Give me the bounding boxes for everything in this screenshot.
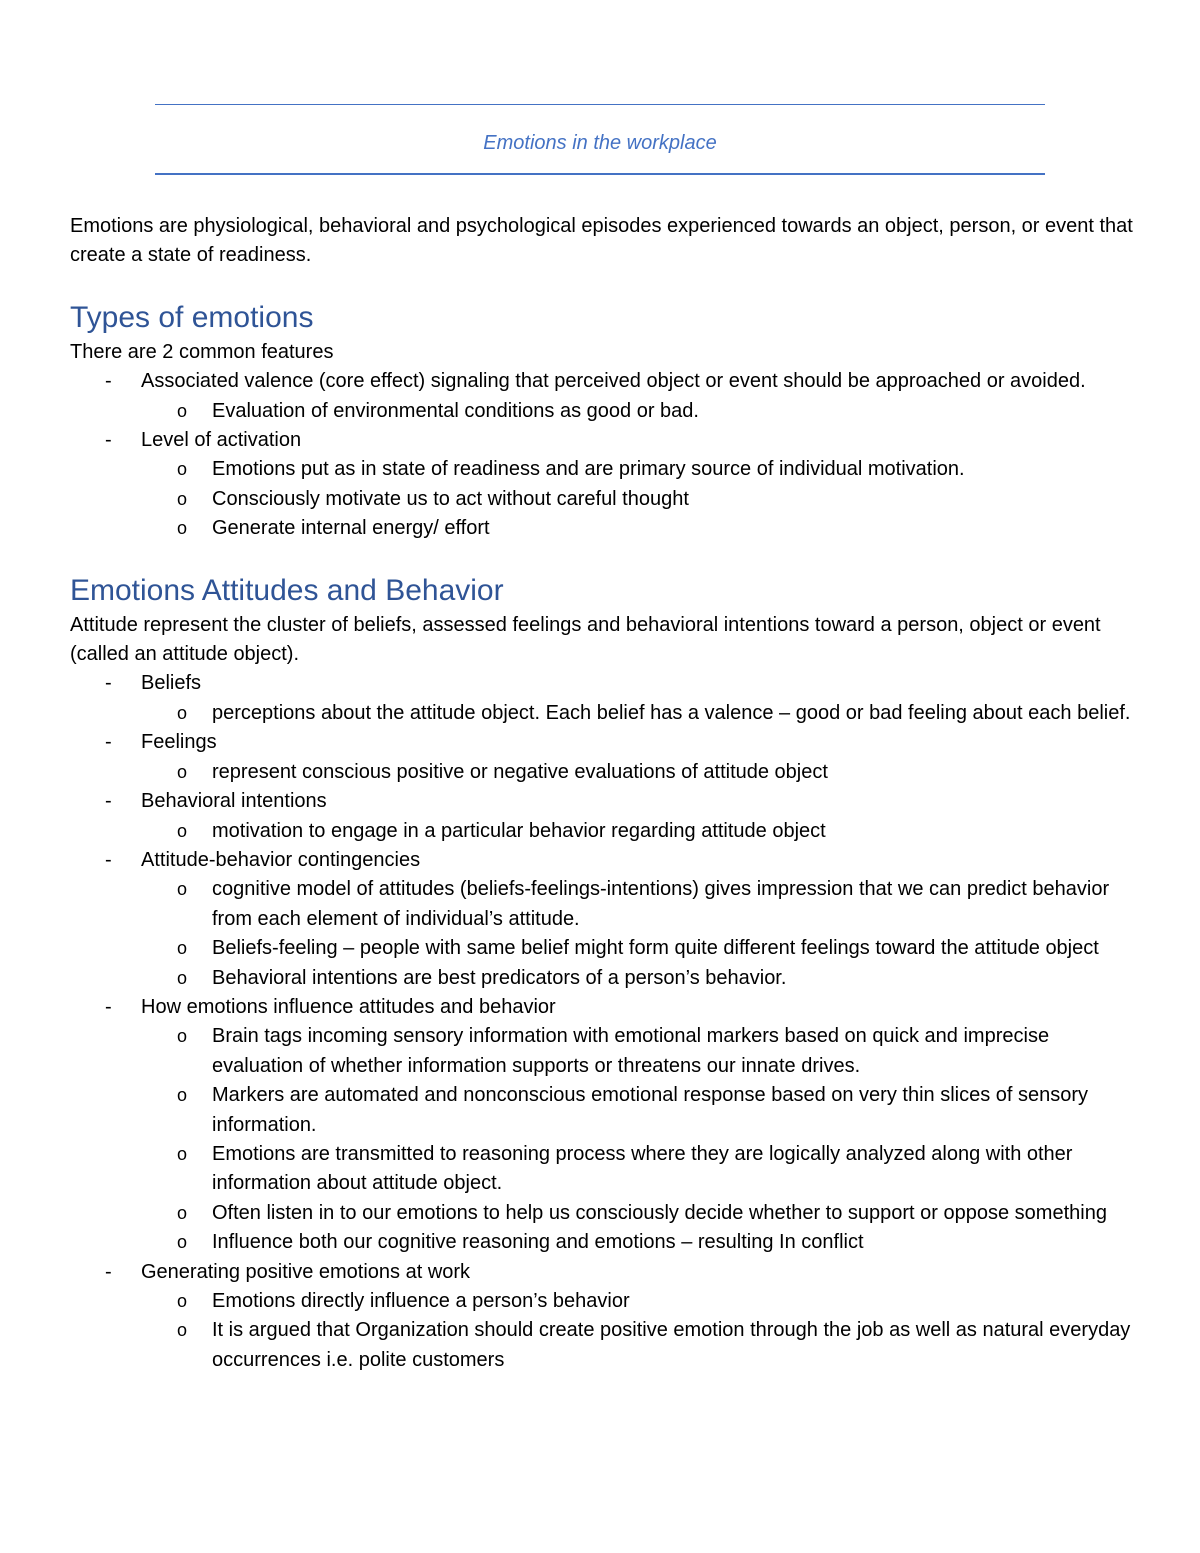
- sub-list-item-text: Emotions directly influence a person’s behavior: [212, 1290, 630, 1312]
- circle-bullet-icon: o: [177, 518, 188, 539]
- sub-list-item-text: Behavioral intentions are best predicators of a person’s behavior.: [212, 966, 787, 989]
- list-item-label: Generating positive emotions at work: [141, 1260, 471, 1283]
- sub-list-item: [141, 1316, 1135, 1375]
- circle-bullet-icon: o: [177, 488, 188, 509]
- sub-list: [141, 699, 1135, 728]
- section-lead-attitudes: Attitude represent the cluster of beliefs, assessed feelings and behavioral intentions toward a person, object or event (called an attitude object).: [70, 613, 1101, 666]
- sub-list-item: [141, 1022, 1135, 1081]
- sub-list-item-text: cognitive model of attitudes (beliefs-feelings-intentions) gives impression that we can predict behavior from each element of individual’s attitude.: [212, 878, 1110, 930]
- document-body: [70, 212, 1135, 1375]
- sub-list-item-text: Beliefs-feeling – people with same belief might form quite different feelings toward the attitude object: [212, 937, 1099, 960]
- sub-list-item-text: represent conscious positive or negative evaluations of attitude object: [212, 760, 828, 783]
- header-top-rule: [155, 104, 1045, 105]
- sub-list-item: [141, 1199, 1135, 1228]
- list-item-label: Attitude-behavior contingencies: [141, 848, 421, 871]
- intro-paragraph: Emotions are physiological, behavioral and psychological episodes experienced towards an object, person, or event that create a state of readiness.: [70, 215, 1133, 267]
- circle-bullet-icon: o: [177, 1085, 188, 1106]
- sub-list-item-text: Often listen in to our emotions to help us consciously decide whether to support or oppose something: [212, 1201, 1107, 1224]
- list-item: [70, 787, 1135, 846]
- list-item-label: How emotions influence attitudes and behavior: [141, 995, 556, 1018]
- section-heading-attitudes: Emotions Attitudes and Behavior: [70, 573, 504, 607]
- sub-list-item-text: Consciously motivate us to act without careful thought: [212, 487, 689, 510]
- sub-list-item: [141, 1081, 1135, 1140]
- section-heading-types: Types of emotions: [70, 300, 314, 334]
- circle-bullet-icon: o: [177, 1232, 188, 1253]
- sub-list-item-text: Brain tags incoming sensory information with emotional markers based on quick and imprecise evaluation of whether information supports or threatens our innate drives.: [212, 1025, 1050, 1077]
- sub-list: [141, 397, 1135, 426]
- header-bottom-rule: [155, 173, 1045, 175]
- sub-list-item: [141, 758, 1135, 787]
- sub-list-item-text: perceptions about the attitude object. Each belief has a valence – good or bad feeling about each belief.: [212, 701, 1131, 724]
- circle-bullet-icon: o: [177, 879, 188, 900]
- circle-bullet-icon: o: [177, 400, 188, 421]
- circle-bullet-icon: o: [177, 702, 188, 723]
- sub-list-item: [141, 397, 1135, 426]
- sub-list-item-text: It is argued that Organization should create positive emotion through the job as well as natural everyday occurrences i.e. polite customers: [212, 1319, 1131, 1371]
- attitudes-list: [70, 669, 1135, 1375]
- circle-bullet-icon: o: [177, 938, 188, 959]
- circle-bullet-icon: o: [177, 820, 188, 841]
- sub-list: [141, 455, 1135, 543]
- dash-marker: -: [105, 790, 112, 813]
- circle-bullet-icon: o: [177, 1026, 188, 1047]
- sub-list-item-text: Generate internal energy/ effort: [212, 517, 490, 540]
- circle-bullet-icon: o: [177, 1320, 188, 1341]
- section-lead-types: There are 2 common features: [70, 340, 334, 363]
- types-list: [70, 367, 1135, 543]
- list-item-label: Associated valence (core effect) signaling that perceived object or event should be approached or avoided.: [141, 370, 1086, 393]
- sub-list-item: [141, 817, 1135, 846]
- list-item: [70, 993, 1135, 1258]
- dash-marker: -: [105, 672, 112, 695]
- list-item: [70, 1258, 1135, 1376]
- list-item: [70, 426, 1135, 544]
- circle-bullet-icon: o: [177, 967, 188, 988]
- circle-bullet-icon: o: [177, 1143, 188, 1164]
- page-title: Emotions in the workplace: [483, 132, 717, 154]
- list-item: [70, 367, 1135, 426]
- circle-bullet-icon: o: [177, 459, 188, 480]
- sub-list: [141, 875, 1135, 993]
- list-item: [70, 846, 1135, 993]
- sub-list-item: [141, 485, 1135, 514]
- sub-list-item: [141, 699, 1135, 728]
- sub-list-item-text: Influence both our cognitive reasoning and emotions – resulting In conflict: [212, 1231, 864, 1254]
- sub-list-item: [141, 934, 1135, 963]
- dash-marker: -: [105, 370, 112, 393]
- sub-list-item: [141, 964, 1135, 993]
- sub-list-item: [141, 1287, 1135, 1316]
- dash-marker: -: [105, 848, 112, 871]
- circle-bullet-icon: o: [177, 1202, 188, 1223]
- sub-list-item: [141, 1140, 1135, 1199]
- circle-bullet-icon: o: [177, 1291, 188, 1311]
- intense-quote-header: [155, 104, 1045, 176]
- sub-list: [141, 817, 1135, 846]
- sub-list-item-text: motivation to engage in a particular behavior regarding attitude object: [212, 819, 826, 842]
- list-item: [70, 728, 1135, 787]
- sub-list-item: [141, 1228, 1135, 1257]
- circle-bullet-icon: o: [177, 761, 188, 782]
- sub-list-item: [141, 875, 1135, 934]
- sub-list-item-text: Emotions put as in state of readiness and are primary source of individual motivation.: [212, 458, 965, 481]
- list-item: [70, 669, 1135, 728]
- sub-list-item: [141, 514, 1135, 543]
- dash-marker: -: [105, 995, 112, 1018]
- sub-list-item-text: Evaluation of environmental conditions as good or bad.: [212, 399, 699, 422]
- sub-list: [141, 758, 1135, 787]
- dash-marker: -: [105, 1260, 112, 1283]
- list-item-label: Level of activation: [141, 429, 302, 452]
- sub-list: [141, 1022, 1135, 1257]
- sub-list-item: [141, 455, 1135, 484]
- list-item-label: Feelings: [141, 731, 217, 754]
- list-item-label: Behavioral intentions: [141, 790, 327, 813]
- sub-list-item-text: Markers are automated and nonconscious emotional response based on very thin slices of sensory information.: [212, 1084, 1089, 1136]
- sub-list-item-text: Emotions are transmitted to reasoning process where they are logically analyzed along with other information about attitude object.: [212, 1142, 1073, 1195]
- sub-list: [141, 1287, 1135, 1375]
- list-item-label: Beliefs: [141, 672, 202, 695]
- dash-marker: -: [105, 731, 112, 754]
- dash-marker: -: [105, 429, 112, 452]
